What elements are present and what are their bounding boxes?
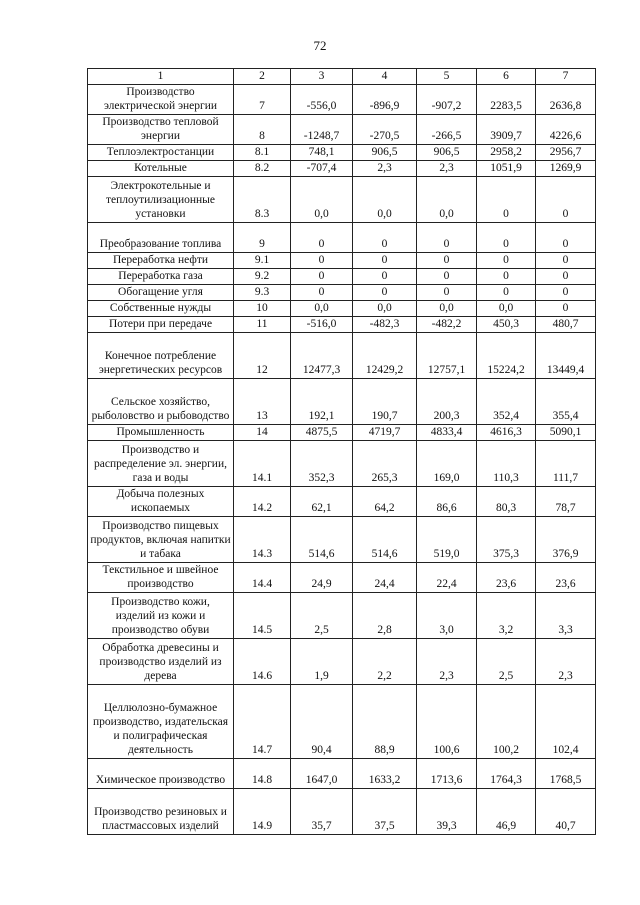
value-cell: -482,2 <box>417 317 477 333</box>
row-name-cell: Производство пищевых продуктов, включая напитки и табака <box>88 517 234 563</box>
value-cell: 1764,3 <box>477 759 536 789</box>
value-cell: 0 <box>417 253 477 269</box>
row-code-cell: 14.2 <box>234 487 291 517</box>
value-cell: 2,3 <box>536 639 596 685</box>
value-cell: -1248,7 <box>291 115 353 145</box>
value-cell: 0 <box>291 285 353 301</box>
value-cell: 1051,9 <box>477 161 536 177</box>
value-cell: 23,6 <box>477 563 536 593</box>
value-cell: 40,7 <box>536 789 596 835</box>
value-cell: 80,3 <box>477 487 536 517</box>
row-name-cell: Производство и распределение эл. энергии, газа и воды <box>88 441 234 487</box>
value-cell: 1269,9 <box>536 161 596 177</box>
value-cell: 22,4 <box>417 563 477 593</box>
column-number-row <box>88 69 596 85</box>
value-cell: 0 <box>536 177 596 223</box>
value-cell: -266,5 <box>417 115 477 145</box>
value-cell: 2,8 <box>353 593 417 639</box>
value-cell: 0 <box>536 253 596 269</box>
row-name-cell: Конечное потребление энергетических ресурсов <box>88 333 234 379</box>
column-number: 1 <box>88 69 234 85</box>
value-cell: 0 <box>477 223 536 253</box>
value-cell: 64,2 <box>353 487 417 517</box>
value-cell: 12477,3 <box>291 333 353 379</box>
value-cell: 0 <box>353 285 417 301</box>
value-cell: 355,4 <box>536 379 596 425</box>
value-cell: 450,3 <box>477 317 536 333</box>
table-row <box>88 285 596 301</box>
row-code-cell: 14.9 <box>234 789 291 835</box>
value-cell: 514,6 <box>353 517 417 563</box>
value-cell: -516,0 <box>291 317 353 333</box>
value-cell: 0 <box>536 301 596 317</box>
row-name-cell: Электрокотельные и теплоутилизационные установки <box>88 177 234 223</box>
row-name-cell: Промышленность <box>88 425 234 441</box>
value-cell: 0 <box>477 269 536 285</box>
value-cell: 12429,2 <box>353 333 417 379</box>
row-code-cell: 11 <box>234 317 291 333</box>
table-row <box>88 161 596 177</box>
value-cell: 0 <box>291 253 353 269</box>
table-row <box>88 639 596 685</box>
row-name-cell: Химическое производство <box>88 759 234 789</box>
value-cell: 352,4 <box>477 379 536 425</box>
value-cell: 1633,2 <box>353 759 417 789</box>
row-name-cell: Целлюлозно-бумажное производство, издательская и полиграфическая деятельность <box>88 685 234 759</box>
column-number: 6 <box>477 69 536 85</box>
table-row <box>88 563 596 593</box>
row-code-cell: 14.8 <box>234 759 291 789</box>
value-cell: 375,3 <box>477 517 536 563</box>
value-cell: 0,0 <box>353 177 417 223</box>
value-cell: 4226,6 <box>536 115 596 145</box>
value-cell: 4833,4 <box>417 425 477 441</box>
table-row <box>88 333 596 379</box>
value-cell: 0 <box>353 269 417 285</box>
value-cell: 4875,5 <box>291 425 353 441</box>
row-code-cell: 13 <box>234 379 291 425</box>
table-row <box>88 177 596 223</box>
value-cell: 100,6 <box>417 685 477 759</box>
table-row <box>88 425 596 441</box>
value-cell: 102,4 <box>536 685 596 759</box>
row-name-cell: Добыча полезных ископаемых <box>88 487 234 517</box>
row-code-cell: 14.1 <box>234 441 291 487</box>
row-code-cell: 8.3 <box>234 177 291 223</box>
value-cell: 111,7 <box>536 441 596 487</box>
value-cell: -556,0 <box>291 85 353 115</box>
value-cell: 90,4 <box>291 685 353 759</box>
value-cell: -907,2 <box>417 85 477 115</box>
row-name-cell: Производство резиновых и пластмассовых изделий <box>88 789 234 835</box>
value-cell: 37,5 <box>353 789 417 835</box>
table-row <box>88 517 596 563</box>
row-code-cell: 14.6 <box>234 639 291 685</box>
value-cell: 748,1 <box>291 145 353 161</box>
value-cell: 0 <box>536 269 596 285</box>
row-code-cell: 14.3 <box>234 517 291 563</box>
table-row <box>88 593 596 639</box>
page-number: 72 <box>313 38 327 53</box>
table-row <box>88 269 596 285</box>
value-cell: 0,0 <box>417 177 477 223</box>
row-name-cell: Теплоэлектростанции <box>88 145 234 161</box>
value-cell: 1,9 <box>291 639 353 685</box>
row-code-cell: 14.7 <box>234 685 291 759</box>
value-cell: 5090,1 <box>536 425 596 441</box>
value-cell: 514,6 <box>291 517 353 563</box>
table-row <box>88 789 596 835</box>
table-row <box>88 487 596 517</box>
row-name-cell: Обработка древесины и производство изделий из дерева <box>88 639 234 685</box>
table-row <box>88 759 596 789</box>
value-cell: 2,3 <box>417 161 477 177</box>
column-number: 5 <box>417 69 477 85</box>
value-cell: 100,2 <box>477 685 536 759</box>
value-cell: 192,1 <box>291 379 353 425</box>
value-cell: 12757,1 <box>417 333 477 379</box>
value-cell: 86,6 <box>417 487 477 517</box>
row-code-cell: 8 <box>234 115 291 145</box>
value-cell: 169,0 <box>417 441 477 487</box>
row-code-cell: 9.1 <box>234 253 291 269</box>
value-cell: 0,0 <box>353 301 417 317</box>
table-row <box>88 85 596 115</box>
row-code-cell: 14.4 <box>234 563 291 593</box>
value-cell: 0 <box>536 285 596 301</box>
table-row <box>88 441 596 487</box>
value-cell: 480,7 <box>536 317 596 333</box>
value-cell: 2,2 <box>353 639 417 685</box>
value-cell: 200,3 <box>417 379 477 425</box>
value-cell: 906,5 <box>417 145 477 161</box>
value-cell: 2,5 <box>291 593 353 639</box>
row-name-cell: Собственные нужды <box>88 301 234 317</box>
value-cell: 265,3 <box>353 441 417 487</box>
row-code-cell: 8.1 <box>234 145 291 161</box>
value-cell: 88,9 <box>353 685 417 759</box>
value-cell: 2283,5 <box>477 85 536 115</box>
row-code-cell: 9.3 <box>234 285 291 301</box>
value-cell: 0,0 <box>417 301 477 317</box>
value-cell: 0 <box>291 223 353 253</box>
value-cell: 35,7 <box>291 789 353 835</box>
value-cell: 2956,7 <box>536 145 596 161</box>
row-name-cell: Потери при передаче <box>88 317 234 333</box>
table-row <box>88 317 596 333</box>
value-cell: 0,0 <box>291 301 353 317</box>
row-name-cell: Текстильное и швейное производство <box>88 563 234 593</box>
value-cell: 2636,8 <box>536 85 596 115</box>
row-name-cell: Обогащение угля <box>88 285 234 301</box>
value-cell: 0 <box>477 253 536 269</box>
row-name-cell: Сельское хозяйство, рыболовство и рыбоводство <box>88 379 234 425</box>
value-cell: 3909,7 <box>477 115 536 145</box>
value-cell: 110,3 <box>477 441 536 487</box>
value-cell: 376,9 <box>536 517 596 563</box>
table-row <box>88 379 596 425</box>
value-cell: 0 <box>536 223 596 253</box>
row-code-cell: 9.2 <box>234 269 291 285</box>
value-cell: 15224,2 <box>477 333 536 379</box>
value-cell: 2,5 <box>477 639 536 685</box>
table-row <box>88 115 596 145</box>
row-code-cell: 9 <box>234 223 291 253</box>
value-cell: 2958,2 <box>477 145 536 161</box>
row-name-cell: Переработка нефти <box>88 253 234 269</box>
value-cell: 0 <box>291 269 353 285</box>
value-cell: 39,3 <box>417 789 477 835</box>
column-number: 3 <box>291 69 353 85</box>
table-row <box>88 685 596 759</box>
row-code-cell: 8.2 <box>234 161 291 177</box>
row-code-cell: 7 <box>234 85 291 115</box>
value-cell: 24,4 <box>353 563 417 593</box>
value-cell: -270,5 <box>353 115 417 145</box>
column-number: 2 <box>234 69 291 85</box>
value-cell: 62,1 <box>291 487 353 517</box>
value-cell: -896,9 <box>353 85 417 115</box>
row-name-cell: Преобразование топлива <box>88 223 234 253</box>
value-cell: 3,3 <box>536 593 596 639</box>
row-name-cell: Производство тепловой энергии <box>88 115 234 145</box>
energy-balance-table <box>87 68 596 835</box>
table-body <box>88 85 596 835</box>
value-cell: 0,0 <box>291 177 353 223</box>
value-cell: 352,3 <box>291 441 353 487</box>
value-cell: 190,7 <box>353 379 417 425</box>
value-cell: 0 <box>353 223 417 253</box>
value-cell: 4719,7 <box>353 425 417 441</box>
table-row <box>88 223 596 253</box>
column-number: 7 <box>536 69 596 85</box>
value-cell: 0 <box>477 285 536 301</box>
value-cell: 0 <box>417 269 477 285</box>
value-cell: 3,2 <box>477 593 536 639</box>
value-cell: 46,9 <box>477 789 536 835</box>
table-row <box>88 301 596 317</box>
value-cell: 13449,4 <box>536 333 596 379</box>
row-code-cell: 14.5 <box>234 593 291 639</box>
table-row <box>88 253 596 269</box>
value-cell: -482,3 <box>353 317 417 333</box>
value-cell: 23,6 <box>536 563 596 593</box>
row-name-cell: Котельные <box>88 161 234 177</box>
value-cell: 24,9 <box>291 563 353 593</box>
value-cell: 0 <box>417 223 477 253</box>
value-cell: 0 <box>353 253 417 269</box>
value-cell: 1713,6 <box>417 759 477 789</box>
row-name-cell: Производство электрической энергии <box>88 85 234 115</box>
row-name-cell: Производство кожи, изделий из кожи и производство обуви <box>88 593 234 639</box>
value-cell: 519,0 <box>417 517 477 563</box>
value-cell: 0,0 <box>477 301 536 317</box>
value-cell: 0 <box>477 177 536 223</box>
row-name-cell: Переработка газа <box>88 269 234 285</box>
column-number: 4 <box>353 69 417 85</box>
table-row <box>88 145 596 161</box>
row-code-cell: 10 <box>234 301 291 317</box>
value-cell: 0 <box>417 285 477 301</box>
value-cell: 1647,0 <box>291 759 353 789</box>
value-cell: 906,5 <box>353 145 417 161</box>
row-code-cell: 14 <box>234 425 291 441</box>
row-code-cell: 12 <box>234 333 291 379</box>
value-cell: 2,3 <box>353 161 417 177</box>
value-cell: 4616,3 <box>477 425 536 441</box>
value-cell: 1768,5 <box>536 759 596 789</box>
value-cell: -707,4 <box>291 161 353 177</box>
value-cell: 3,0 <box>417 593 477 639</box>
value-cell: 2,3 <box>417 639 477 685</box>
value-cell: 78,7 <box>536 487 596 517</box>
